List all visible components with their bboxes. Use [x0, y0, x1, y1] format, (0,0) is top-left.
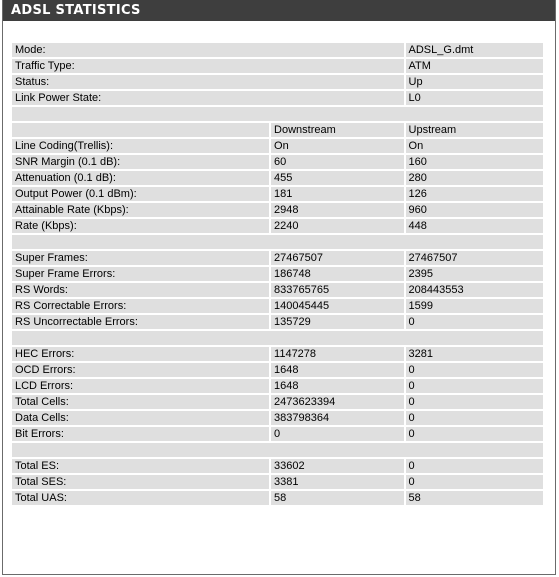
row-upstream-value: 0 — [406, 379, 543, 393]
row-upstream-value: 0 — [406, 363, 543, 377]
row-downstream-value: 833765765 — [271, 283, 404, 297]
row-downstream-value: 140045445 — [271, 299, 404, 313]
row-label-traffic-type: Traffic Type: — [12, 59, 404, 73]
row-downstream-value: 27467507 — [271, 251, 404, 265]
row-upstream-value: 160 — [406, 155, 543, 169]
row-label: Total ES: — [12, 459, 269, 473]
row-label: RS Words: — [12, 283, 269, 297]
row-downstream-value: 181 — [271, 187, 404, 201]
table-row — [12, 411, 543, 425]
spacer-cell — [12, 107, 543, 121]
row-downstream-value: 383798364 — [271, 411, 404, 425]
row-label: Total SES: — [12, 475, 269, 489]
table-row — [12, 187, 543, 201]
row-label: Super Frames: — [12, 251, 269, 265]
row-label: LCD Errors: — [12, 379, 269, 393]
row-downstream-value: 186748 — [271, 267, 404, 281]
row-upstream-value: 0 — [406, 411, 543, 425]
row-label: Total Cells: — [12, 395, 269, 409]
table-row — [12, 219, 543, 233]
column-header-blank — [12, 123, 269, 137]
row-label: Data Cells: — [12, 411, 269, 425]
adsl-statistics-table — [10, 41, 545, 507]
table-row — [12, 43, 543, 57]
row-upstream-value: 27467507 — [406, 251, 543, 265]
row-upstream-value: 3281 — [406, 347, 543, 361]
row-label: RS Uncorrectable Errors: — [12, 315, 269, 329]
spacer-row — [12, 331, 543, 345]
spacer-row — [12, 443, 543, 457]
row-label: Output Power (0.1 dBm): — [12, 187, 269, 201]
spacer-cell — [12, 443, 543, 457]
column-header-upstream: Upstream — [406, 123, 543, 137]
row-label-mode: Mode: — [12, 43, 404, 57]
row-label: SNR Margin (0.1 dB): — [12, 155, 269, 169]
table-row — [12, 267, 543, 281]
table-row — [12, 475, 543, 489]
row-label: Bit Errors: — [12, 427, 269, 441]
row-label: Total UAS: — [12, 491, 269, 505]
table-row — [12, 363, 543, 377]
table-row — [12, 59, 543, 73]
row-upstream-value: 126 — [406, 187, 543, 201]
row-upstream-value: 0 — [406, 395, 543, 409]
row-upstream-value: On — [406, 139, 543, 153]
spacer-row — [12, 107, 543, 121]
row-upstream-value: 0 — [406, 475, 543, 489]
row-downstream-value: 33602 — [271, 459, 404, 473]
row-downstream-value: 2948 — [271, 203, 404, 217]
row-downstream-value: 0 — [271, 427, 404, 441]
table-row — [12, 347, 543, 361]
row-label: Line Coding(Trellis): — [12, 139, 269, 153]
row-downstream-value: 3381 — [271, 475, 404, 489]
spacer-row — [12, 235, 543, 249]
row-label: Attainable Rate (Kbps): — [12, 203, 269, 217]
table-row — [12, 203, 543, 217]
row-upstream-value: 0 — [406, 459, 543, 473]
row-value-traffic-type: ATM — [406, 59, 543, 73]
row-upstream-value: 280 — [406, 171, 543, 185]
row-label: Rate (Kbps): — [12, 219, 269, 233]
row-downstream-value: On — [271, 139, 404, 153]
row-value-link-power-state: L0 — [406, 91, 543, 105]
table-row — [12, 283, 543, 297]
row-downstream-value: 1648 — [271, 363, 404, 377]
column-header-row — [12, 123, 543, 137]
row-label: Super Frame Errors: — [12, 267, 269, 281]
table-row — [12, 171, 543, 185]
table-row — [12, 459, 543, 473]
column-header-downstream: Downstream — [271, 123, 404, 137]
table-row — [12, 379, 543, 393]
row-label-link-power-state: Link Power State: — [12, 91, 404, 105]
table-row — [12, 395, 543, 409]
row-label: RS Correctable Errors: — [12, 299, 269, 313]
row-downstream-value: 2240 — [271, 219, 404, 233]
row-value-mode: ADSL_G.dmt — [406, 43, 543, 57]
row-upstream-value: 960 — [406, 203, 543, 217]
table-row — [12, 299, 543, 313]
row-upstream-value: 0 — [406, 427, 543, 441]
row-downstream-value: 58 — [271, 491, 404, 505]
row-upstream-value: 208443553 — [406, 283, 543, 297]
row-downstream-value: 1648 — [271, 379, 404, 393]
table-row — [12, 91, 543, 105]
table-row — [12, 491, 543, 505]
table-row — [12, 155, 543, 169]
table-row — [12, 139, 543, 153]
row-upstream-value: 0 — [406, 315, 543, 329]
spacer-cell — [12, 235, 543, 249]
row-upstream-value: 448 — [406, 219, 543, 233]
row-downstream-value: 60 — [271, 155, 404, 169]
row-label: OCD Errors: — [12, 363, 269, 377]
row-upstream-value: 58 — [406, 491, 543, 505]
row-downstream-value: 2473623394 — [271, 395, 404, 409]
row-value-status: Up — [406, 75, 543, 89]
row-upstream-value: 2395 — [406, 267, 543, 281]
row-label: Attenuation (0.1 dB): — [12, 171, 269, 185]
table-row — [12, 75, 543, 89]
panel-title: ADSL STATISTICS — [3, 0, 555, 21]
table-row — [12, 315, 543, 329]
row-downstream-value: 135729 — [271, 315, 404, 329]
table-row — [12, 427, 543, 441]
row-downstream-value: 1147278 — [271, 347, 404, 361]
row-upstream-value: 1599 — [406, 299, 543, 313]
row-label-status: Status: — [12, 75, 404, 89]
table-row — [12, 251, 543, 265]
row-downstream-value: 455 — [271, 171, 404, 185]
spacer-cell — [12, 331, 543, 345]
row-label: HEC Errors: — [12, 347, 269, 361]
